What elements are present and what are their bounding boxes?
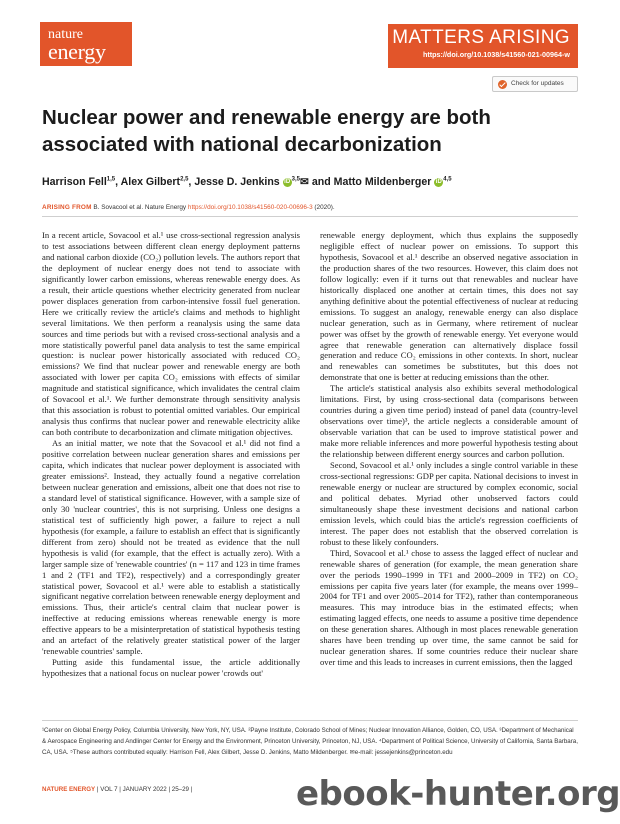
arising-from-citation: B. Sovacool et al. Nature Energy [93, 204, 187, 211]
paragraph: Putting aside this fundamental issue, the article additionally hypothesizes that a national focus on nuclear power 'crowds out' [42, 657, 300, 679]
author-affiliation: 3,5 [291, 176, 301, 183]
affiliations-footnote: ¹Center on Global Energy Policy, Columbia University, New York, NY, USA. ²Payne Institute, Colorado School of Mines; Nuclear Innovation Alliance, Golden, CO, USA. ³Department of Mechanical & Aerospace Engineering and Andlinger Center for Energy and the Environment, Princeton University, Princeton, NJ, USA. ⁴Department of Political Science, University of California, Santa Barbara, CA, USA. ⁵These authors contributed equally: Harrison Fell, Alex Gilbert, Jesse D. Jenkins, Matto Mildenberger. ✉e-mail: jessejenkins@princeton.edu [42, 727, 578, 756]
arising-from-year: (2020). [314, 204, 335, 211]
logo-line1: nature [48, 27, 83, 42]
paragraph: renewable energy deployment, which thus explains the supposedly negligible effect of nuclear power on emissions. To support this hypothesis, Sovacool et al.¹ describe an observed negative association in the production shares of the two resources. However, this claim does not follow logically: even if it turns out that renewables and nuclear have historically displaced one another at certain times, this does not say anything definitive about the potential effectiveness of nuclear at reducing emissions. To suggest an analogy, renewable energy can also displace nuclear generation, such as in Germany, where retirement of nuclear power was offset by the growth of renewable energy. Yet everyone would agree that renewable generation can alternatively displace fossil generation and reduce CO₂ emissions in other contexts. In short, nuclear and renewables can sometimes be substitutes, but this does not demonstrate that one is better at reducing emissions than the other. [320, 230, 578, 383]
paragraph: Third, Sovacool et al.¹ chose to assess the lagged effect of nuclear and renewable shares of generation (for example, the mean generation share over the periods 1990–1999 in TF1 and 2000–2009 in TF2) on CO₂ emissions per capita five years later (for example, the means over 1999–2004 for TF1 and over 2005–2014 for TF2), rather than contemporaneous measures. This may introduce bias in the estimated effects; when estimating lagged effects, one needs to assume a positive time dependence on these generation shares. Although in most places renewable generation shares have been trending up over time, the same cannot be said for nuclear generation shares. If some countries reduce their nuclear share over time and this leads to increases in current emissions, then the lagged [320, 547, 578, 668]
body-column-left [42, 230, 300, 679]
author-name: Jesse D. Jenkins [194, 176, 280, 188]
arising-from [42, 204, 582, 211]
author-name: Alex Gilbert [120, 176, 181, 188]
check-updates-icon [498, 80, 507, 89]
author-name: Matto Mildenberger [333, 176, 432, 188]
footer-journal: NATURE ENERGY [42, 786, 96, 793]
logo-line2: energy [48, 39, 106, 64]
watermark: ebook-hunter.org [296, 774, 620, 814]
check-updates-label: Check for updates [511, 80, 564, 87]
journal-logo [40, 22, 132, 66]
article-title: Nuclear power and renewable energy are both associated with national decarbonization [42, 106, 491, 156]
author-list: Harrison Fell$^{1,5}$, Alex Gilbert$^{2,5}$, Jesse D. Jenkins iD $^{3,5}$✉ and Matto Mildenberger iD $^{4,5}$ [42, 176, 452, 188]
author-affiliation: 4,5 [443, 176, 452, 183]
article-doi-link[interactable]: https://doi.org/10.1038/s41560-021-00964-w [422, 50, 570, 59]
email-icon[interactable]: ✉ [300, 176, 309, 188]
orcid-icon[interactable]: iD [435, 178, 442, 185]
arising-from-link[interactable]: https://doi.org/10.1038/s41560-020-00696-3 [187, 204, 313, 211]
author-affiliation: 1,5 [106, 176, 116, 183]
author-affiliation: 2,5 [180, 176, 189, 183]
paragraph: The article's statistical analysis also exhibits several methodological limitations. First, by using cross-sectional data (comparisons between countries during a given time period) instead of panel data (country-level observations over time)³, the article neglects a considerable amount of observable variation that can be used to improve statistical power and make more reliable inferences and more powerful hypothesis testing about the relationship between different energy sources and carbon pollution. [320, 383, 578, 460]
divider [42, 216, 578, 217]
orcid-icon[interactable]: iD [284, 178, 291, 185]
check-for-updates-button[interactable] [492, 76, 578, 92]
paragraph: As an initial matter, we note that the Sovacool et al.¹ did not find a positive correlation between nuclear generation shares and emissions per capita, which indicates that nuclear power deployment is associated with greater emissions². Instead, they actually found a negative correlation between nuclear generation and emissions, albeit one that does not rise to a standard level of statistical significance. However, with a sample size of only 30 'nuclear countries', this is not surprising. Unless one designs a statistical test of sufficiently high power, a failure to reject a null hypothesis (for example, a failure to establish an effect that is significantly different from zero) should not be treated as evidence that the null hypothesis is valid (for example, that the effect is actually zero). With a larger sample size of 'renewable countries' (n = 117 and 123 in time frames 1 and 2 (TF1 and TF2), respectively) and a correspondingly greater statistical power, Sovacool et al.¹ were able to establish a statistically significant negative correlation between renewable energy deployment and emissions. Thus, their article's central claim that nuclear power is ineffective at reducing emissions whereas renewable energy is more effective appears to be a misinterpretation of statistical hypothesis testing and an artefact of the relatively greater statistical power of the larger 'renewable countries' sample. [42, 438, 300, 657]
article-type-banner [388, 24, 578, 68]
body-column-right [320, 230, 578, 668]
author-name: Harrison Fell [42, 176, 107, 188]
paragraph: In a recent article, Sovacool et al.¹ use cross-sectional regression analysis to test associations between different clean energy deployment patterns and national carbon dioxide (CO₂) pollution levels. The authors report that the deployment of nuclear energy does not tend to associate with significantly lower carbon emissions, whereas renewable energy does. As a result, their article questions whether electricity generated from nuclear power displaces generation from carbon-intensive fossil fuel generation. Here we critically review the article's claims and methods to highlight several limitations. We then perform a reanalysis using the same data sources and time periods but with a revised cross-sectional analysis and a more statistically powerful panel data analysis to test the same empirical question: is nuclear power historically associated with reduced CO₂ emissions? We find that nuclear power and renewable energy are both associated with lower per capita CO₂ emissions with effects of similar magnitude and statistical significance, which invalidates the central claim of Sovacool et al.¹. We further demonstrate through sensitivity analysis that this association is robust to potential omitted variables. Our empirical analysis thus confirms that nuclear power and renewable electricity alike can both contribute to decarbonization and climate mitigation objectives. [42, 230, 300, 438]
footer-issue-info: | VOL 7 | JANUARY 2022 | 25–29 | [96, 786, 193, 793]
paragraph: Second, Sovacool et al.¹ only includes a single control variable in these cross-sectional regressions: GDP per capita. National decisions to invest in renewable energy or nuclear are structured by complex economic, social and political debates. Myriad other unobserved factors could simultaneously shape these investment decisions and national carbon emission levels, which could bias the article's regression coefficients of interest. The paper does not establish that the observed correlation is robust to these likely confounders. [320, 460, 578, 547]
divider [42, 720, 578, 721]
arising-from-label: ARISING FROM [42, 204, 92, 211]
article-type: MATTERS ARISING [392, 27, 570, 48]
